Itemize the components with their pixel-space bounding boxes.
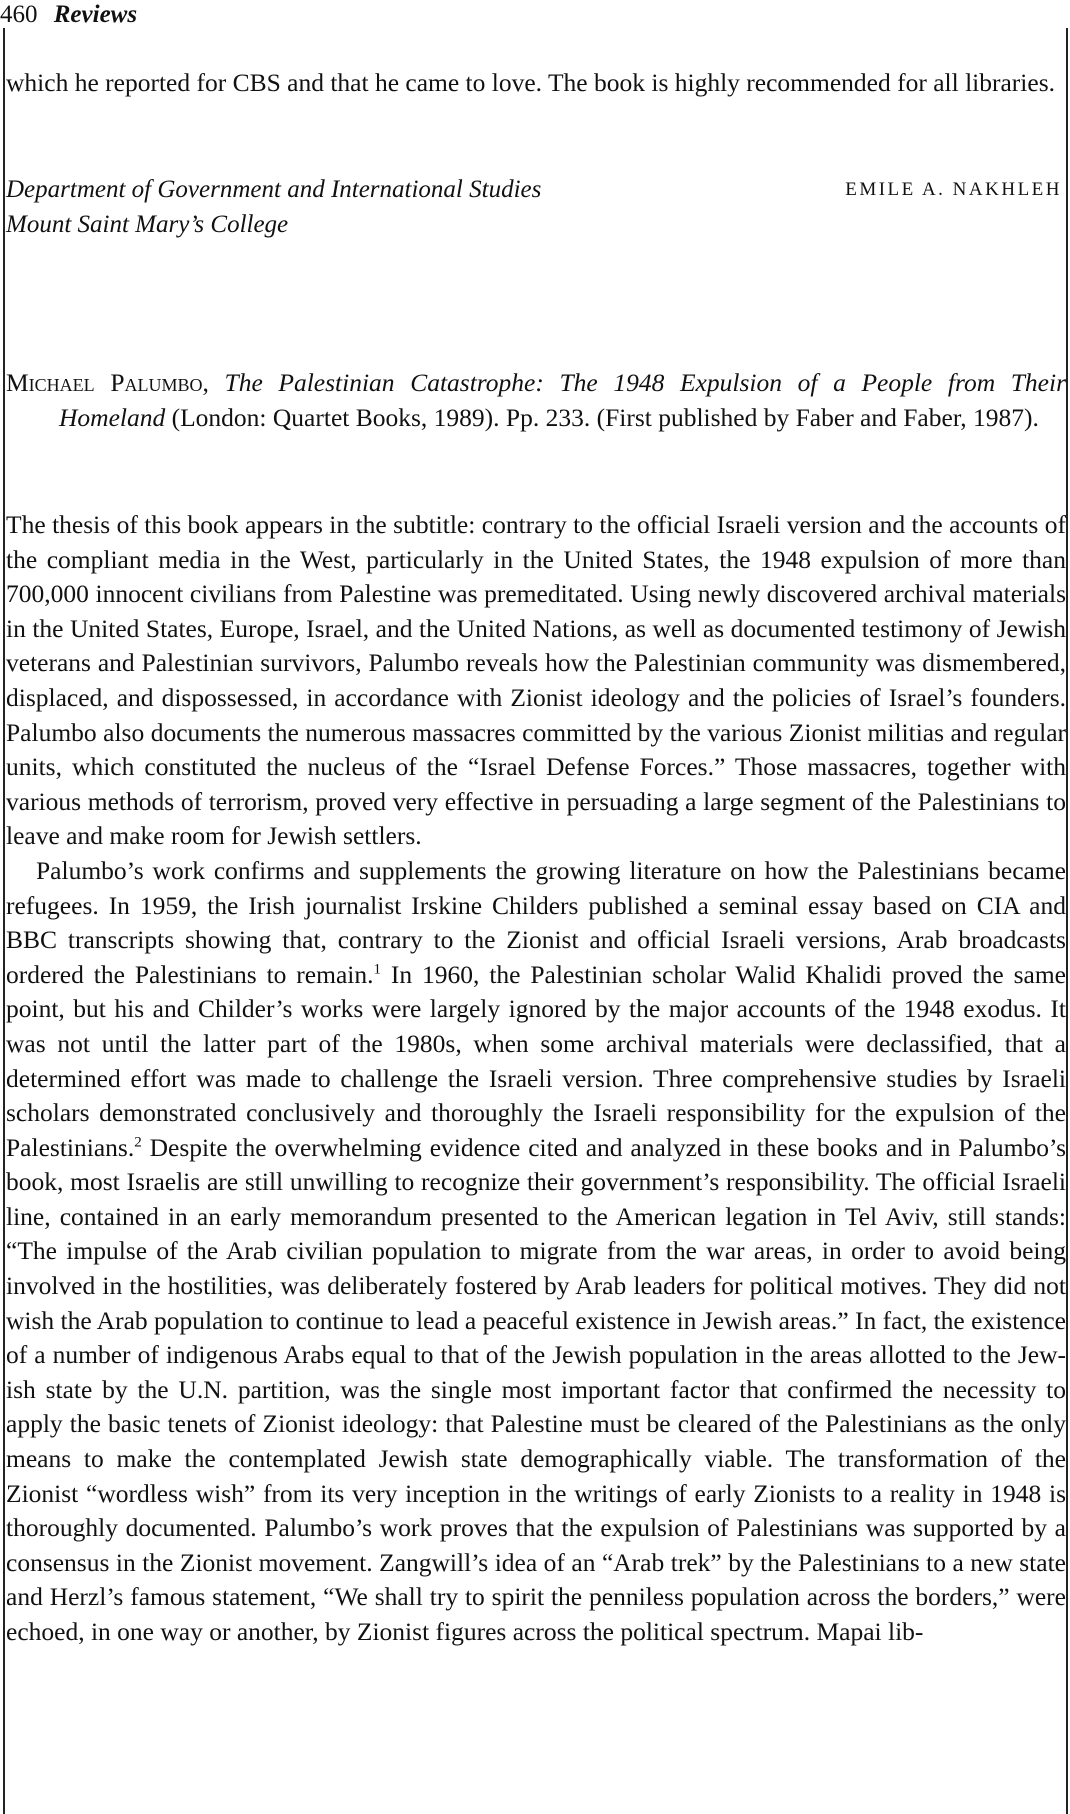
publication-details: (London: Quartet Books, 1989). Pp. 233. (First published by Faber and Faber, 1987). <box>171 403 1039 432</box>
reviewer-name: EMILE A. NAKHLEH <box>845 179 1062 200</box>
body-paragraph-2 <box>6 854 1066 1650</box>
running-head <box>0 0 137 30</box>
body-paragraph-1: The thesis of this book appears in the subtitle: contrary to the official Israeli version and the accounts of the compliant media in the West, particularly in the United States, the 1948 expulsion of more than 700,000 innocent civilians from Palestine was premeditated. Using newly discovered archival materials in the United States, Europe, Israel, and the United Nations, as well as documented testimony of Jewish veterans and Palestinian survivors, Palumbo reveals how the Palestinian community was dismembered, displaced, and dispossessed, in accordance with Zionist ideology and the policies of Israel’s founders. Palumbo also documents the numerous massacres committed by the various Zionist militias and regular units, which constituted the nucleus of the “Israel Defense Forces.” Those massacres, together with various methods of terrorism, proved very effective in persuading a large segment of the Palestinians to leave and make room for Jewish settlers. <box>6 510 1066 851</box>
book-title: The Palestinian Catastrophe: The 1948 Expulsion of a People from Their Homeland <box>59 368 1067 432</box>
previous-review-ending <box>6 66 1066 101</box>
previous-review-closing-text: which he reported for CBS and that he came to love. The book is highly recommended for all libraries. <box>6 68 1055 97</box>
page-number: 460 <box>0 1 38 28</box>
author-last-name: Palumbo <box>110 368 203 397</box>
book-citation <box>6 365 1066 435</box>
citation-entry: Michael Palumbo, The Palestinian Catastrophe: The 1948 Expulsion of a People from Their Homeland (London: Quartet Books, 1989). Pp. 233. (First published by Faber and Faber, 1987). <box>6 368 1067 432</box>
section-title: Reviews <box>53 1 138 28</box>
paragraph-2-text-b: In 1960, the Palestinian scholar Walid Khalidi proved the same point, but his and Childer’s works were largely ignored by the major accounts of the 1948 exodus. It was not until the latter part of the 1980s, when some archival materials were declassified, that a determined effort was made to challenge the Israeli version. Three comprehensive studies by Israeli scholars demonstrated conclusively and thoroughly the Israeli responsibility for the expulsion of the Palestinians. <box>6 959 1066 1162</box>
author-first-name: Michael <box>6 368 95 397</box>
footnote-reference-2: 2 <box>134 1134 142 1151</box>
footnote-reference-1: 1 <box>373 961 381 978</box>
reviewer-signature-block <box>6 172 1064 242</box>
page-left-border <box>3 28 5 1814</box>
paragraph-2-text-c: Despite the overwhelming evidence cited and analyzed in these books and in Palumbo’s book, most Israelis are still unwilling to recognize their government’s responsibility. The official Israeli line, contained in an early memorandum presented to the American legation in Tel Aviv, still stands: “The impulse of the Arab civilian population to migrate from the war areas, in order to avoid being involved in the hostilities, was deliberately fostered by Arab leaders for political motives. They did not wish the Arab population to continue to lead a peaceful existence in Jewish areas.” In fact, the existence of a number of indigenous Arabs equal to that of the Jewish population in the areas allotted to the Jewish state by the U.N. partition, was the single most important factor that confirmed the necessity to apply the basic tenets of Zionist ideology: that Palestine must be cleared of the Palestinians as the only means to make the contemplated Jewish state demographically viable. The transformation of the Zionist “wordless wish” from its very inception in the writings of early Zionists to a reality in 1948 is thoroughly documented. Palumbo’s work proves that the expulsion of Palestinians was supported by a consensus in the Zionist movement. Zangwill’s idea of an “Arab trek” by the Palestinians to a new state and Herzl’s famous statement, “We shall try to spirit the penniless population across the borders,” were echoed, in one way or another, by Zionist figures across the political spectrum. Mapai lib- <box>6 1132 1066 1646</box>
affiliation-college: Mount Saint Mary’s College <box>6 211 289 238</box>
paragraph-2-text-a: Palumbo’s work confirms and supplements the growing literature on how the Palestinians became refugees. In 1959, the Irish journalist Irskine Childers published a seminal essay based on CIA and BBC transcripts showing that, contrary to the Zionist and official Israeli versions, Arab broadcasts ordered the Palestinians to remain. <box>6 855 1066 989</box>
page-right-border <box>1066 28 1068 1814</box>
review-body <box>6 508 1066 1650</box>
affiliation-department: Department of Government and International Studies <box>6 176 542 203</box>
